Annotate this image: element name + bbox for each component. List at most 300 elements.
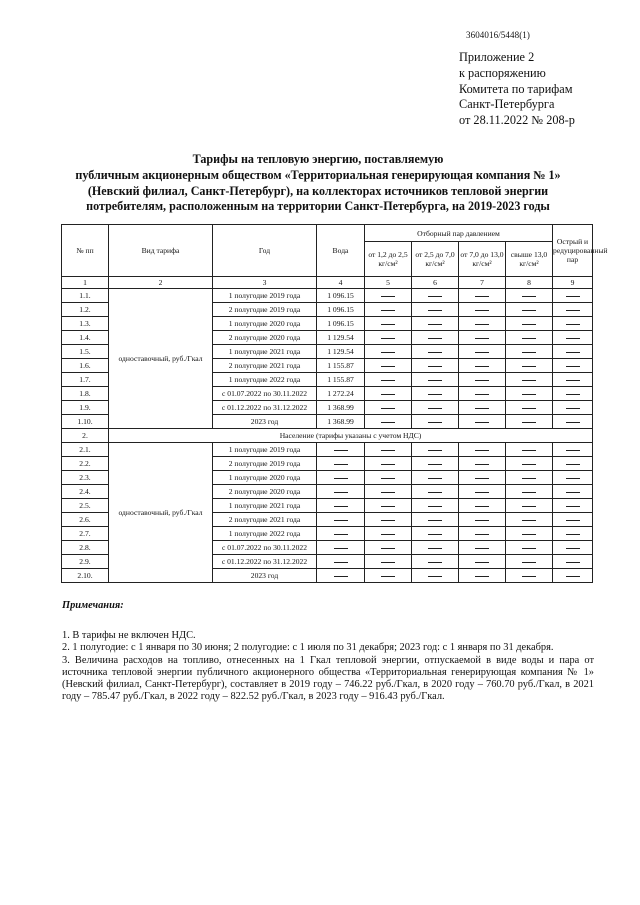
empty-dash xyxy=(428,520,442,521)
row-period: с 01.07.2022 по 30.11.2022 xyxy=(213,387,317,401)
empty-dash xyxy=(475,534,489,535)
row-empty xyxy=(506,401,553,415)
empty-dash xyxy=(566,450,580,451)
row-empty xyxy=(506,485,553,499)
appendix-line: Комитета по тарифам xyxy=(459,81,573,96)
row-empty xyxy=(506,471,553,485)
row-empty xyxy=(365,555,412,569)
title-line: Тарифы на тепловую энергию, поставляемую xyxy=(192,152,444,166)
row-empty xyxy=(553,569,593,583)
row-period: 1 полугодие 2020 года xyxy=(213,317,317,331)
empty-dash xyxy=(381,296,395,297)
row-empty xyxy=(459,527,506,541)
empty-dash xyxy=(475,310,489,311)
empty-dash xyxy=(475,366,489,367)
empty-dash xyxy=(522,380,536,381)
row-empty xyxy=(506,317,553,331)
appendix-line: Приложение 2 xyxy=(459,50,535,64)
empty-dash xyxy=(428,310,442,311)
row-empty xyxy=(459,401,506,415)
row-water xyxy=(317,541,365,555)
empty-dash xyxy=(381,548,395,549)
document-title xyxy=(60,152,576,215)
empty-dash xyxy=(428,324,442,325)
empty-dash xyxy=(334,450,348,451)
row-empty xyxy=(459,317,506,331)
empty-dash xyxy=(428,422,442,423)
row-water: 1 129.54 xyxy=(317,331,365,345)
empty-dash xyxy=(522,464,536,465)
row-period: 1 полугодие 2022 года xyxy=(213,527,317,541)
header-sharp-steam: Острый и редуцированный пар xyxy=(553,225,593,277)
header-steam-1: от 1,2 до 2,5 кг/см² xyxy=(365,242,412,277)
empty-dash xyxy=(566,296,580,297)
empty-dash xyxy=(475,464,489,465)
empty-dash xyxy=(566,492,580,493)
empty-dash xyxy=(428,506,442,507)
row-period: 1 полугодие 2019 года xyxy=(213,289,317,303)
row-empty xyxy=(553,359,593,373)
row-empty xyxy=(553,415,593,429)
row-empty xyxy=(412,289,459,303)
empty-dash xyxy=(522,366,536,367)
title-line: публичным акционерным обществом «Территориальная генерирующая компания № 1» xyxy=(75,167,561,182)
row-period: 1 полугодие 2019 года xyxy=(213,443,317,457)
empty-dash xyxy=(566,352,580,353)
row-empty xyxy=(506,359,553,373)
table-row xyxy=(62,289,593,303)
empty-dash xyxy=(566,338,580,339)
row-period: 2023 год xyxy=(213,569,317,583)
empty-dash xyxy=(475,408,489,409)
empty-dash xyxy=(381,534,395,535)
row-period: с 01.07.2022 по 30.11.2022 xyxy=(213,541,317,555)
empty-dash xyxy=(334,548,348,549)
appendix-line: к распоряжению xyxy=(459,65,546,80)
row-empty xyxy=(365,401,412,415)
empty-dash xyxy=(428,296,442,297)
empty-dash xyxy=(428,534,442,535)
row-empty xyxy=(506,415,553,429)
row-empty xyxy=(553,345,593,359)
tariff-table xyxy=(61,224,608,583)
row-water: 1 368.99 xyxy=(317,401,365,415)
row-empty xyxy=(506,499,553,513)
header-tariff-type: Вид тарифа xyxy=(109,225,213,277)
title-line: (Невский филиал, Санкт-Петербург), на коллекторах источников тепловой энергии xyxy=(87,183,549,198)
row-water: 1 155.87 xyxy=(317,359,365,373)
row-period: 2 полугодие 2019 года xyxy=(213,303,317,317)
row-empty xyxy=(553,457,593,471)
row-empty xyxy=(459,345,506,359)
empty-dash xyxy=(566,408,580,409)
row-water xyxy=(317,513,365,527)
empty-dash xyxy=(475,548,489,549)
empty-dash xyxy=(475,520,489,521)
row-empty xyxy=(365,471,412,485)
empty-dash xyxy=(428,492,442,493)
row-empty xyxy=(506,555,553,569)
empty-dash xyxy=(381,380,395,381)
row-empty xyxy=(506,387,553,401)
row-water: 1 096.15 xyxy=(317,303,365,317)
empty-dash xyxy=(522,338,536,339)
empty-dash xyxy=(381,464,395,465)
empty-dash xyxy=(428,366,442,367)
row-num: 2.7. xyxy=(62,527,109,541)
empty-dash xyxy=(475,506,489,507)
empty-dash xyxy=(566,506,580,507)
row-water: 1 368.99 xyxy=(317,415,365,429)
empty-dash xyxy=(475,450,489,451)
row-empty xyxy=(459,471,506,485)
row-empty xyxy=(553,443,593,457)
row-num: 2.4. xyxy=(62,485,109,499)
section-row xyxy=(62,429,593,443)
row-empty xyxy=(412,569,459,583)
row-num: 1.10. xyxy=(62,415,109,429)
row-empty xyxy=(553,471,593,485)
empty-dash xyxy=(566,576,580,577)
row-empty xyxy=(365,499,412,513)
document-id: 3604016/5448(1) xyxy=(466,30,530,40)
row-num: 2.9. xyxy=(62,555,109,569)
col-number: 1 xyxy=(62,277,109,289)
col-number: 3 xyxy=(213,277,317,289)
empty-dash xyxy=(522,478,536,479)
row-num: 1.9. xyxy=(62,401,109,415)
row-water xyxy=(317,471,365,485)
empty-dash xyxy=(381,408,395,409)
row-empty xyxy=(459,303,506,317)
empty-dash xyxy=(381,352,395,353)
empty-dash xyxy=(334,478,348,479)
row-period: 2 полугодие 2021 года xyxy=(213,513,317,527)
empty-dash xyxy=(475,422,489,423)
row-num: 1.4. xyxy=(62,331,109,345)
row-water xyxy=(317,485,365,499)
empty-dash xyxy=(475,478,489,479)
row-water xyxy=(317,569,365,583)
empty-dash xyxy=(381,366,395,367)
empty-dash xyxy=(566,366,580,367)
empty-dash xyxy=(428,478,442,479)
notes-title: Примечания: xyxy=(62,600,124,611)
row-period: 1 полугодие 2021 года xyxy=(213,499,317,513)
note-item: 1. В тарифы не включен НДС. xyxy=(62,630,196,642)
empty-dash xyxy=(522,310,536,311)
col-number: 5 xyxy=(365,277,412,289)
row-empty xyxy=(412,387,459,401)
row-empty xyxy=(506,541,553,555)
row-empty xyxy=(506,457,553,471)
row-empty xyxy=(412,499,459,513)
empty-dash xyxy=(522,394,536,395)
row-empty xyxy=(365,303,412,317)
row-num: 1.1. xyxy=(62,289,109,303)
row-num: 1.8. xyxy=(62,387,109,401)
row-empty xyxy=(365,569,412,583)
row-empty xyxy=(553,387,593,401)
row-water xyxy=(317,457,365,471)
row-empty xyxy=(412,415,459,429)
tariff-type: одноставочный, руб./Гкал xyxy=(109,443,213,583)
row-empty xyxy=(365,331,412,345)
empty-dash xyxy=(475,394,489,395)
empty-dash xyxy=(522,492,536,493)
empty-dash xyxy=(566,464,580,465)
row-empty xyxy=(365,387,412,401)
row-empty xyxy=(553,499,593,513)
empty-dash xyxy=(522,408,536,409)
empty-dash xyxy=(428,338,442,339)
empty-dash xyxy=(475,562,489,563)
empty-dash xyxy=(522,296,536,297)
col-number: 2 xyxy=(109,277,213,289)
row-empty xyxy=(553,289,593,303)
empty-dash xyxy=(428,562,442,563)
row-water: 1 155.87 xyxy=(317,373,365,387)
row-empty xyxy=(412,443,459,457)
empty-dash xyxy=(566,324,580,325)
row-empty xyxy=(365,541,412,555)
row-empty xyxy=(412,485,459,499)
row-empty xyxy=(412,471,459,485)
empty-dash xyxy=(428,548,442,549)
row-empty xyxy=(553,373,593,387)
row-water: 1 096.15 xyxy=(317,289,365,303)
row-empty xyxy=(553,541,593,555)
table-row xyxy=(62,443,593,457)
empty-dash xyxy=(475,492,489,493)
row-empty xyxy=(506,569,553,583)
row-empty xyxy=(365,345,412,359)
row-empty xyxy=(412,457,459,471)
row-period: с 01.12.2022 по 31.12.2022 xyxy=(213,401,317,415)
section-label: Население (тарифы указаны с учетом НДС) xyxy=(109,429,593,443)
row-empty xyxy=(365,359,412,373)
header-steam-group: Отборный пар давлением xyxy=(365,225,553,242)
section-num: 2. xyxy=(62,429,109,443)
empty-dash xyxy=(428,394,442,395)
header-num: № пп xyxy=(62,225,109,277)
row-water: 1 129.54 xyxy=(317,345,365,359)
empty-dash xyxy=(428,464,442,465)
row-empty xyxy=(553,513,593,527)
row-empty xyxy=(553,317,593,331)
row-water xyxy=(317,555,365,569)
row-num: 2.3. xyxy=(62,471,109,485)
empty-dash xyxy=(566,520,580,521)
row-empty xyxy=(412,303,459,317)
empty-dash xyxy=(428,450,442,451)
row-period: с 01.12.2022 по 31.12.2022 xyxy=(213,555,317,569)
row-empty xyxy=(506,373,553,387)
row-period: 1 полугодие 2020 года xyxy=(213,471,317,485)
header-water: Вода xyxy=(317,225,365,277)
row-empty xyxy=(365,317,412,331)
tariff-type: одноставочный, руб./Гкал xyxy=(109,289,213,429)
row-empty xyxy=(459,499,506,513)
row-empty xyxy=(459,415,506,429)
row-num: 2.2. xyxy=(62,457,109,471)
empty-dash xyxy=(522,548,536,549)
notes-block xyxy=(62,600,594,703)
row-empty xyxy=(459,289,506,303)
empty-dash xyxy=(334,520,348,521)
row-empty xyxy=(459,359,506,373)
row-period: 2 полугодие 2020 года xyxy=(213,331,317,345)
row-empty xyxy=(365,373,412,387)
row-empty xyxy=(506,513,553,527)
row-empty xyxy=(412,401,459,415)
empty-dash xyxy=(334,464,348,465)
empty-dash xyxy=(522,324,536,325)
empty-dash xyxy=(381,338,395,339)
row-empty xyxy=(459,457,506,471)
col-number: 8 xyxy=(506,277,553,289)
row-empty xyxy=(365,485,412,499)
row-empty xyxy=(412,373,459,387)
empty-dash xyxy=(381,520,395,521)
empty-dash xyxy=(334,562,348,563)
empty-dash xyxy=(334,534,348,535)
row-empty xyxy=(553,331,593,345)
empty-dash xyxy=(475,338,489,339)
empty-dash xyxy=(566,534,580,535)
row-period: 2 полугодие 2020 года xyxy=(213,485,317,499)
row-empty xyxy=(553,555,593,569)
row-num: 1.7. xyxy=(62,373,109,387)
col-number: 7 xyxy=(459,277,506,289)
empty-dash xyxy=(428,352,442,353)
row-empty xyxy=(365,527,412,541)
row-empty xyxy=(506,289,553,303)
row-num: 2.8. xyxy=(62,541,109,555)
empty-dash xyxy=(381,492,395,493)
row-water: 1 096.15 xyxy=(317,317,365,331)
empty-dash xyxy=(566,310,580,311)
appendix-line: от 28.11.2022 № 208-р xyxy=(459,113,575,128)
row-empty xyxy=(365,289,412,303)
row-empty xyxy=(506,443,553,457)
empty-dash xyxy=(566,478,580,479)
empty-dash xyxy=(522,422,536,423)
header-steam-3: от 7,0 до 13,0 кг/см² xyxy=(459,242,506,277)
row-empty xyxy=(553,527,593,541)
empty-dash xyxy=(381,506,395,507)
empty-dash xyxy=(381,394,395,395)
row-water: 1 272.24 xyxy=(317,387,365,401)
empty-dash xyxy=(381,324,395,325)
row-empty xyxy=(553,401,593,415)
empty-dash xyxy=(428,408,442,409)
empty-dash xyxy=(522,576,536,577)
row-empty xyxy=(365,457,412,471)
row-num: 1.2. xyxy=(62,303,109,317)
row-empty xyxy=(365,443,412,457)
col-number: 9 xyxy=(553,277,593,289)
row-empty xyxy=(459,485,506,499)
empty-dash xyxy=(566,380,580,381)
empty-dash xyxy=(334,506,348,507)
row-period: 2 полугодие 2021 года xyxy=(213,359,317,373)
empty-dash xyxy=(566,548,580,549)
row-empty xyxy=(459,513,506,527)
row-water xyxy=(317,499,365,513)
column-number-row xyxy=(62,277,593,289)
row-empty xyxy=(412,541,459,555)
row-period: 2023 год xyxy=(213,415,317,429)
header-year: Год xyxy=(213,225,317,277)
row-num: 2.5. xyxy=(62,499,109,513)
empty-dash xyxy=(428,576,442,577)
empty-dash xyxy=(381,576,395,577)
empty-dash xyxy=(334,492,348,493)
row-empty xyxy=(459,569,506,583)
empty-dash xyxy=(381,310,395,311)
row-water xyxy=(317,443,365,457)
empty-dash xyxy=(522,352,536,353)
empty-dash xyxy=(381,450,395,451)
row-period: 1 полугодие 2022 года xyxy=(213,373,317,387)
empty-dash xyxy=(522,520,536,521)
row-empty xyxy=(412,513,459,527)
row-num: 2.6. xyxy=(62,513,109,527)
row-empty xyxy=(459,387,506,401)
row-num: 1.6. xyxy=(62,359,109,373)
empty-dash xyxy=(475,576,489,577)
row-empty xyxy=(412,555,459,569)
row-empty xyxy=(459,443,506,457)
col-number: 6 xyxy=(412,277,459,289)
row-num: 1.3. xyxy=(62,317,109,331)
header-steam-2: от 2,5 до 7,0 кг/см² xyxy=(412,242,459,277)
empty-dash xyxy=(522,534,536,535)
row-empty xyxy=(506,331,553,345)
empty-dash xyxy=(522,506,536,507)
appendix-block xyxy=(459,50,575,129)
row-num: 2.10. xyxy=(62,569,109,583)
empty-dash xyxy=(381,422,395,423)
empty-dash xyxy=(566,422,580,423)
empty-dash xyxy=(475,352,489,353)
empty-dash xyxy=(475,296,489,297)
row-empty xyxy=(506,345,553,359)
empty-dash xyxy=(522,450,536,451)
empty-dash xyxy=(566,394,580,395)
row-empty xyxy=(412,345,459,359)
row-empty xyxy=(459,555,506,569)
row-num: 1.5. xyxy=(62,345,109,359)
row-empty xyxy=(459,331,506,345)
row-empty xyxy=(412,527,459,541)
appendix-line: Санкт-Петербурга xyxy=(459,97,555,112)
row-empty xyxy=(506,527,553,541)
empty-dash xyxy=(428,380,442,381)
empty-dash xyxy=(522,562,536,563)
row-period: 1 полугодие 2021 года xyxy=(213,345,317,359)
empty-dash xyxy=(475,380,489,381)
empty-dash xyxy=(381,478,395,479)
row-empty xyxy=(506,303,553,317)
row-empty xyxy=(553,303,593,317)
row-empty xyxy=(365,513,412,527)
row-num: 2.1. xyxy=(62,443,109,457)
row-empty xyxy=(365,415,412,429)
row-empty xyxy=(412,317,459,331)
col-number: 4 xyxy=(317,277,365,289)
